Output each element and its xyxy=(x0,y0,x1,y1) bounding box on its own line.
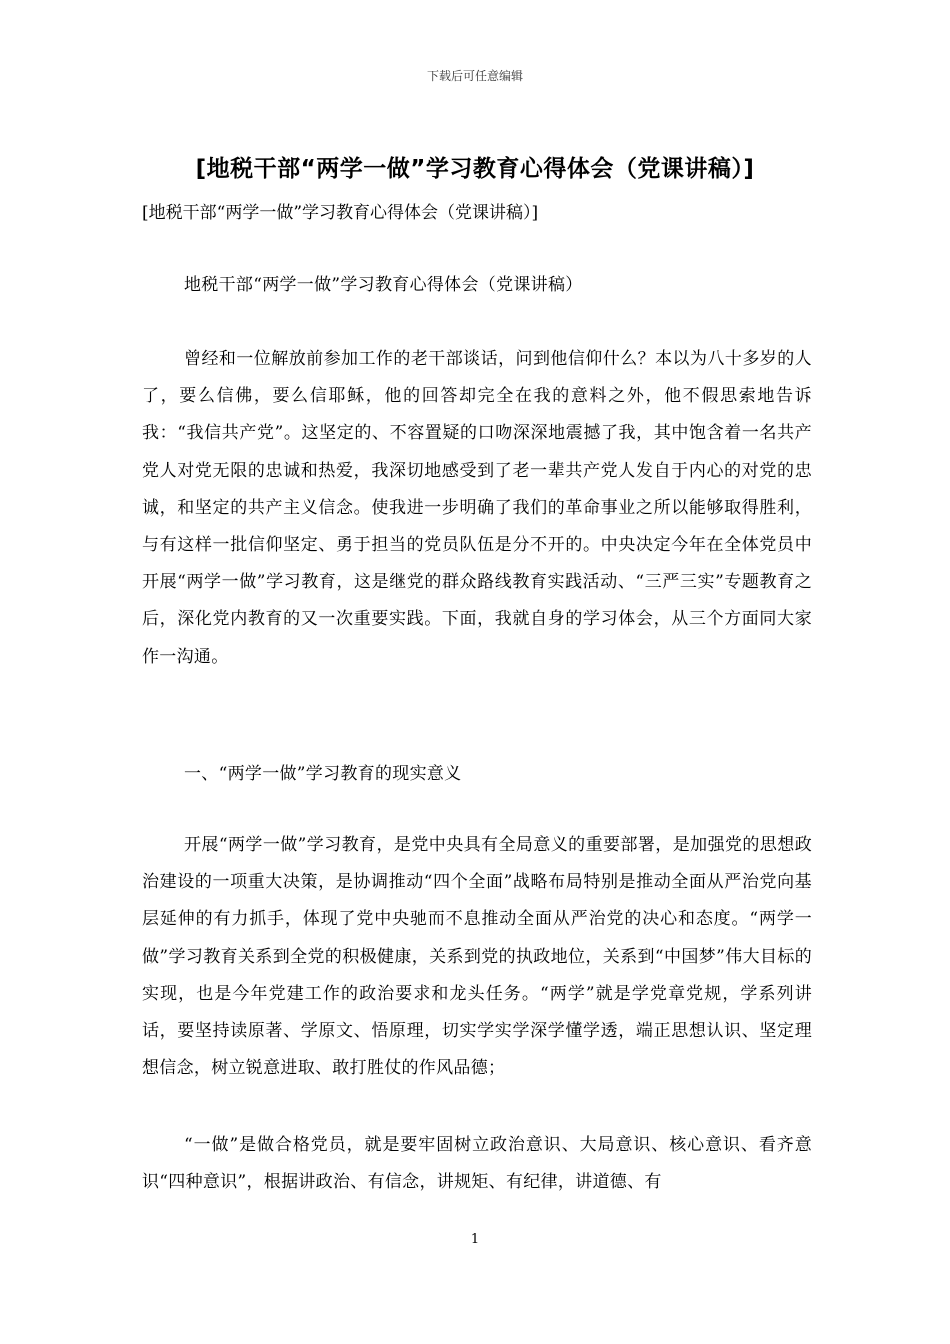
paragraph-intro: 曾经和一位解放前参加工作的老干部谈话，问到他信仰什么？本以为八十多岁的人了，要么信佛，要么信耶稣，他的回答却完全在我的意料之外，他不假思索地告诉我：“我信共产党”。这坚定的、不容置疑的口吻深深地震撼了我，其中饱含着一名共产党人对党无限的忠诚和热爱，我深切地感受到了老一辈共产党人发自于内心的对党的忠诚，和坚定的共产主义信念。使我进一步明确了我们的革命事业之所以能够取得胜利，与有这样一批信仰坚定、勇于担当的党员队伍是分不开的。中央决定今年在全体党员中开展“两学一做”学习教育，这是继党的群众路线教育实践活动、“三严三实”专题教育之后，深化党内教育的又一次重要实践。下面，我就自身的学习体会，从三个方面同大家作一沟通。 xyxy=(142,349,812,667)
paragraph-heading-repeat: 地税干部“两学一做”学习教育心得体会（党课讲稿） xyxy=(184,275,583,295)
document-title: [地税干部“两学一做”学习教育心得体会（党课讲稿）] xyxy=(195,156,755,182)
header-note: 下载后可任意编辑 xyxy=(426,69,523,83)
document-subtitle: [地税干部“两学一做”学习教育心得体会（党课讲稿）] xyxy=(142,203,539,223)
paragraph-section-1: 开展“两学一做”学习教育，是党中央具有全局意义的重要部署，是加强党的思想政治建设的一项重大决策，是协调推动“四个全面”战略布局特别是推动全面从严治党向基层延伸的有力抓手，体现了党中央驰而不息推动全面从严治党的决心和态度。“两学一做”学习教育关系到全党的积极健康，关系到党的执政地位，关系到“中国梦”伟大目标的实现，也是今年党建工作的政治要求和龙头任务。“两学”就是学党章党规，学系列讲话，要坚持读原著、学原文、悟原理，切实学实学深学懂学透，端正思想认识、坚定理想信念，树立锐意进取、敢打胜仗的作风品德； xyxy=(142,835,812,1079)
page-number: 1 xyxy=(470,1232,480,1247)
section-heading-1: 一、“两学一做”学习教育的现实意义 xyxy=(184,764,462,784)
paragraph-section-1-cont: “一做”是做合格党员，就是要牢固树立政治意识、大局意识、核心意识、看齐意识“四种意识”，根据讲政治、有信念，讲规矩、有纪律，讲道德、有 xyxy=(142,1135,812,1193)
